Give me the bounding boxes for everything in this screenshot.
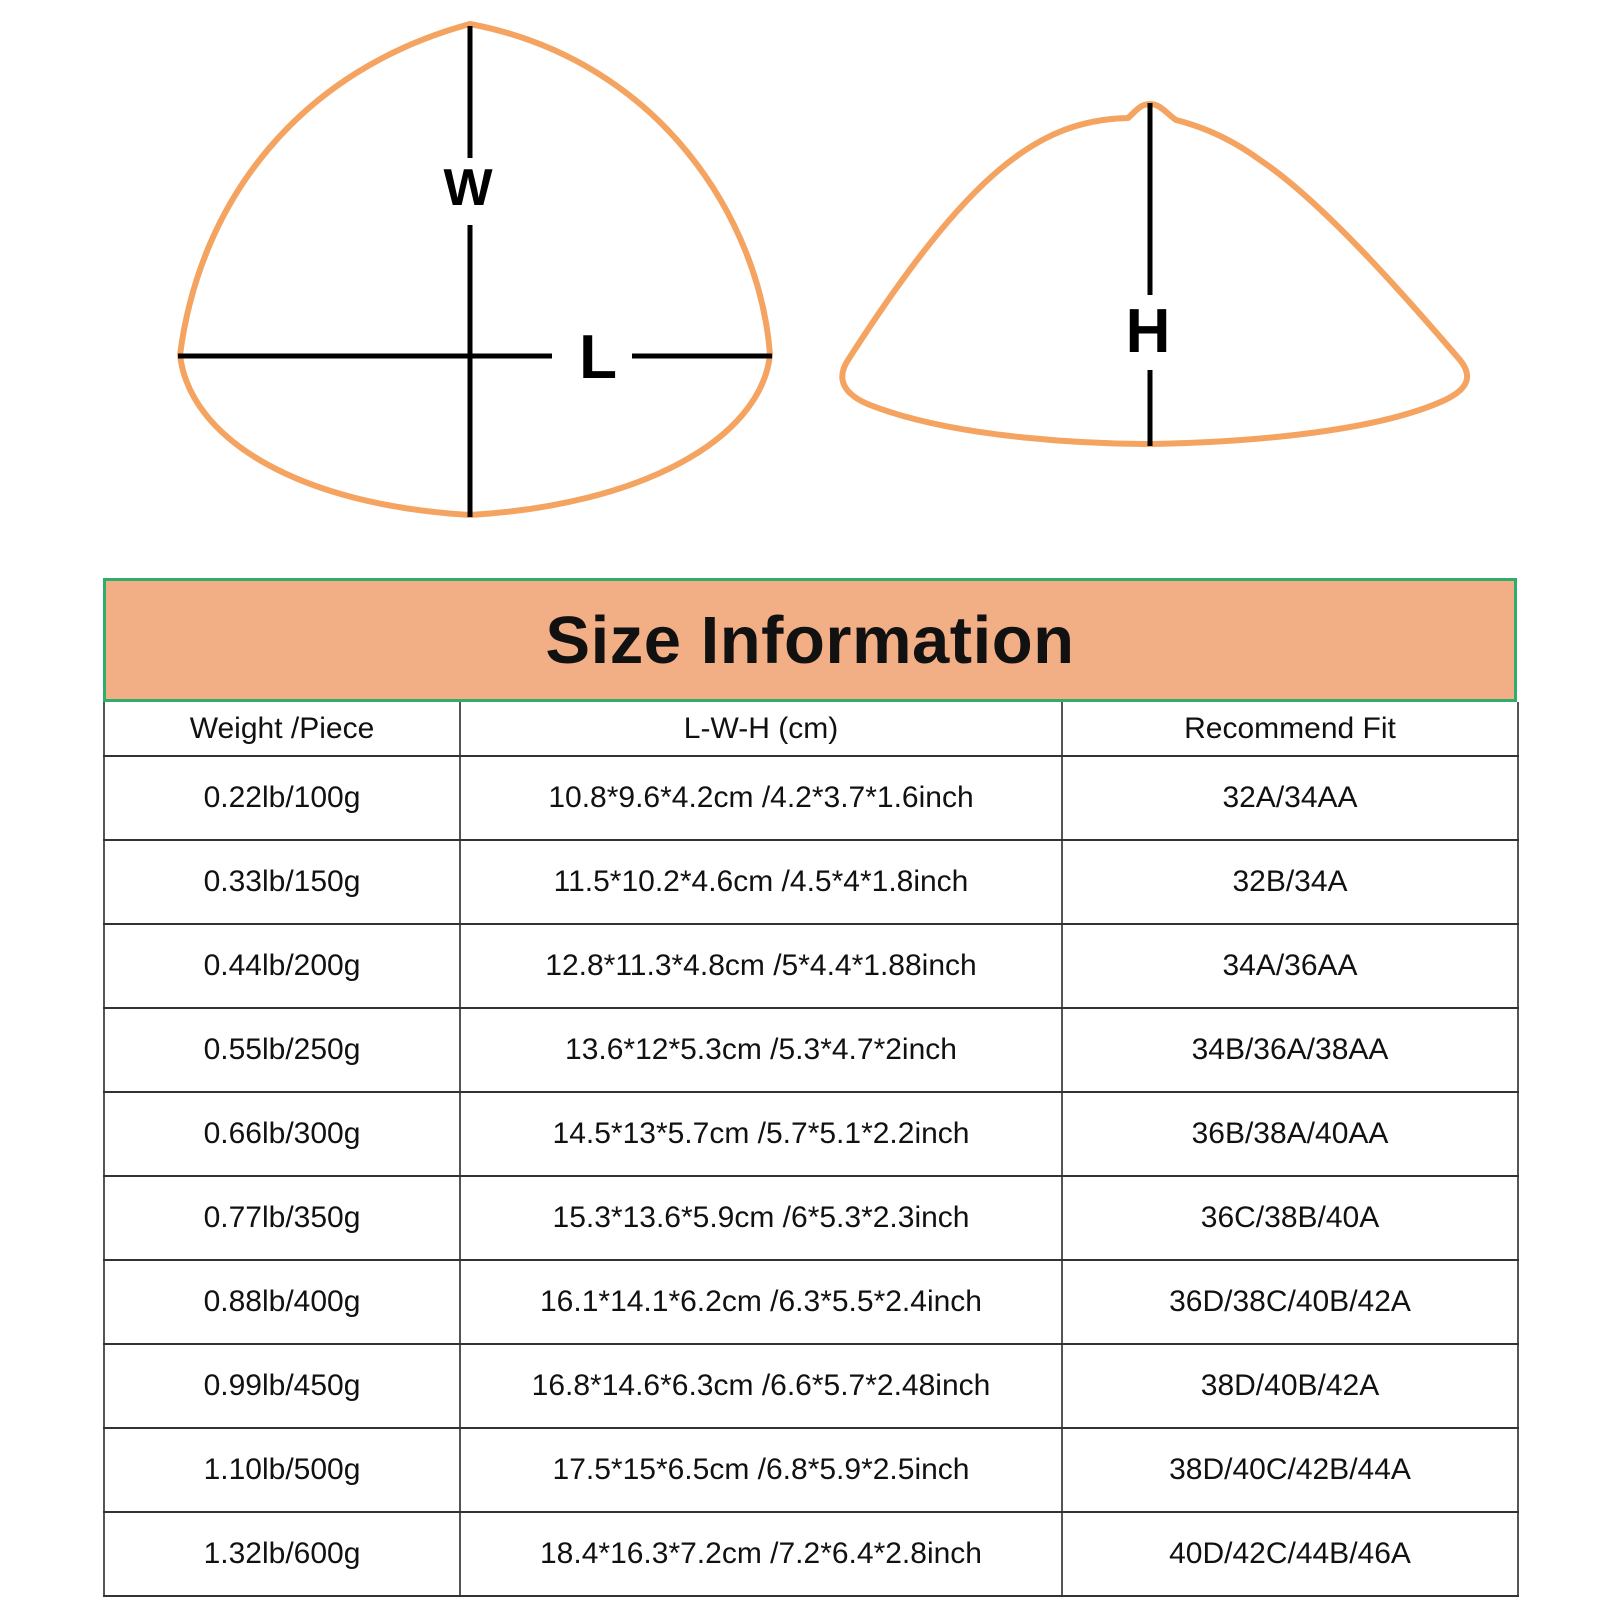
fit-cell: 32A/34AA (1062, 756, 1518, 840)
dimensions-cell: 16.8*14.6*6.3cm /6.6*5.7*2.48inch (460, 1344, 1062, 1428)
dimensions-cell: 12.8*11.3*4.8cm /5*4.4*1.88inch (460, 924, 1062, 1008)
table-row (104, 840, 1518, 924)
table-row (104, 1092, 1518, 1176)
dimensions-cell: 15.3*13.6*5.9cm /6*5.3*2.3inch (460, 1176, 1062, 1260)
size-information-table (103, 578, 1517, 1597)
weight-cell: 0.22lb/100g (104, 756, 460, 840)
dimensions-cell: 18.4*16.3*7.2cm /7.2*6.4*2.8inch (460, 1512, 1062, 1596)
table-row (104, 1176, 1518, 1260)
dimensions-cell: 11.5*10.2*4.6cm /4.5*4*1.8inch (460, 840, 1062, 924)
cup-measurement-diagram (0, 0, 1600, 560)
table-header-row (104, 702, 1518, 756)
left-cup-outline (180, 24, 770, 515)
weight-cell: 0.44lb/200g (104, 924, 460, 1008)
fit-cell: 36B/38A/40AA (1062, 1092, 1518, 1176)
weight-cell: 0.55lb/250g (104, 1008, 460, 1092)
weight-cell: 1.32lb/600g (104, 1512, 460, 1596)
weight-cell: 1.10lb/500g (104, 1428, 460, 1512)
weight-cell: 0.99lb/450g (104, 1344, 460, 1428)
table-row (104, 1008, 1518, 1092)
table-row (104, 1344, 1518, 1428)
weight-cell: 0.66lb/300g (104, 1092, 460, 1176)
table-row (104, 756, 1518, 840)
column-header-recommend-fit: Recommend Fit (1062, 702, 1518, 756)
fit-cell: 36C/38B/40A (1062, 1176, 1518, 1260)
column-header-weight: Weight /Piece (104, 702, 460, 756)
table-title-band (103, 578, 1517, 702)
fit-cell: 34B/36A/38AA (1062, 1008, 1518, 1092)
fit-cell: 34A/36AA (1062, 924, 1518, 1008)
table-row (104, 1260, 1518, 1344)
right-cup-outline (842, 104, 1467, 444)
width-label: W (443, 159, 493, 217)
dimensions-cell: 14.5*13*5.7cm /5.7*5.1*2.2inch (460, 1092, 1062, 1176)
fit-cell: 36D/38C/40B/42A (1062, 1260, 1518, 1344)
table-row (104, 1512, 1518, 1596)
weight-cell: 0.33lb/150g (104, 840, 460, 924)
table-title: Size Information (545, 602, 1075, 678)
table-row (104, 1428, 1518, 1512)
fit-cell: 40D/42C/44B/46A (1062, 1512, 1518, 1596)
column-header-dimensions: L-W-H (cm) (460, 702, 1062, 756)
weight-cell: 0.77lb/350g (104, 1176, 460, 1260)
dimensions-cell: 16.1*14.1*6.2cm /6.3*5.5*2.4inch (460, 1260, 1062, 1344)
fit-cell: 32B/34A (1062, 840, 1518, 924)
weight-cell: 0.88lb/400g (104, 1260, 460, 1344)
fit-cell: 38D/40C/42B/44A (1062, 1428, 1518, 1512)
size-table (103, 702, 1519, 1597)
height-label: H (1125, 297, 1171, 366)
dimensions-cell: 17.5*15*6.5cm /6.8*5.9*2.5inch (460, 1428, 1062, 1512)
dimensions-cell: 13.6*12*5.3cm /5.3*4.7*2inch (460, 1008, 1062, 1092)
table-row (104, 924, 1518, 1008)
length-label: L (579, 323, 617, 392)
dimensions-cell: 10.8*9.6*4.2cm /4.2*3.7*1.6inch (460, 756, 1062, 840)
fit-cell: 38D/40B/42A (1062, 1344, 1518, 1428)
